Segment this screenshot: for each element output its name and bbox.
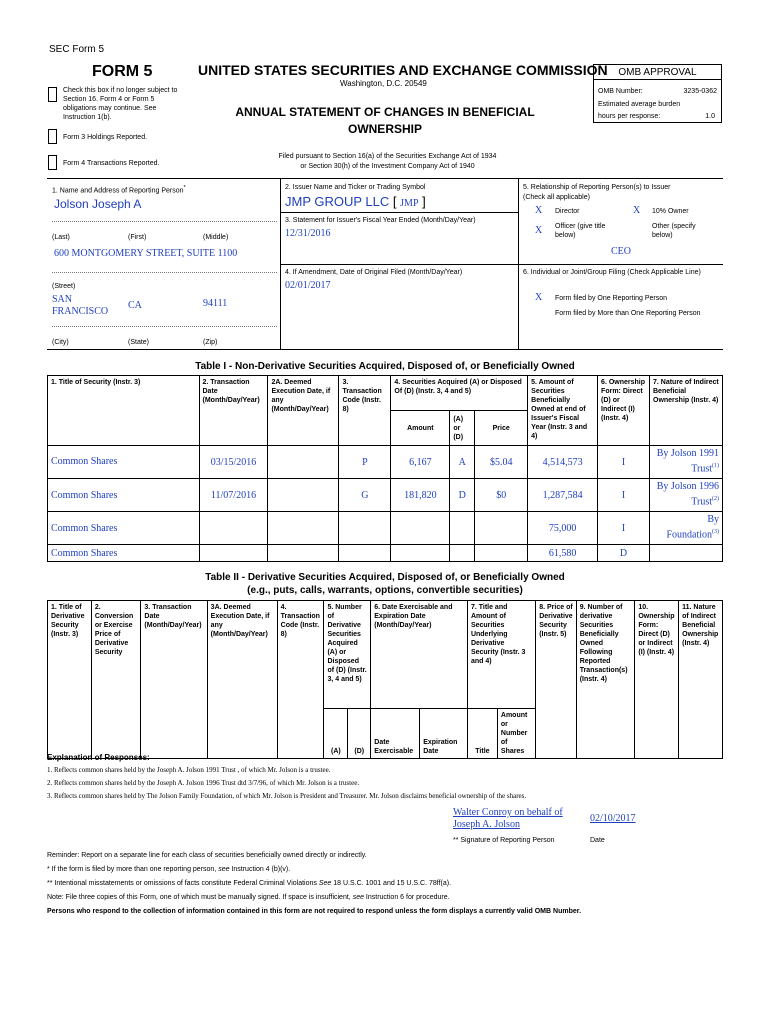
street-label: (Street) xyxy=(52,283,76,290)
t1-ad: A xyxy=(450,446,475,479)
t2-h-number: 5. Number of Derivative Securities Acquired (A) or Disposed of (D) (Instr. 3, 4 and 5) xyxy=(324,601,371,709)
omb-hours-label: hours per response: xyxy=(598,113,661,120)
director-check[interactable]: X xyxy=(535,205,543,216)
t1-price: $5.04 xyxy=(475,446,528,479)
t2-h-conversion: 2. Conversion or Exercise Price of Derivative Security xyxy=(91,601,141,759)
t2-h-date-ex: Date Exercisable xyxy=(371,709,420,759)
t2-h-date: 3. Transaction Date (Month/Day/Year) xyxy=(141,601,207,759)
filed-pursuant-2: or Section 30(h) of the Investment Company Act of 1940 xyxy=(300,163,475,170)
omb-number-label: OMB Number: xyxy=(598,88,643,95)
zip-label: (Zip) xyxy=(203,339,218,346)
omb-title: OMB APPROVAL xyxy=(594,65,721,80)
ten-pct-label: 10% Owner xyxy=(652,208,689,215)
footnote-2: ** Intentional misstatements or omissions of facts constitute Federal Criminal Violations See 18 U.S.C. 1001 and 15 U.S.C. 78ff(a). xyxy=(47,880,452,887)
omb-number-value: 3235-0362 xyxy=(683,88,717,95)
form3-holdings-label: Form 3 Holdings Reported. xyxy=(63,134,148,141)
t2-h-underlying: 7. Title and Amount of Securities Underlying Derivative Security (Instr. 3 and 4) xyxy=(467,601,535,709)
form4-transactions-checkbox[interactable] xyxy=(48,155,57,170)
city-value[interactable]: SAN FRANCISCO xyxy=(52,294,109,317)
form4-transactions-label: Form 4 Transactions Reported. xyxy=(63,160,160,167)
table-row xyxy=(48,512,723,545)
t1-h-owned: 5. Amount of Securities Beneficially Owned at end of Issuer's Fiscal Year (Instr. 3 and 4) xyxy=(528,376,598,446)
t2-h-form: 10. Ownership Form: Direct (D) or Indirect (I) (Instr. 4) xyxy=(635,601,679,759)
t1-owned: 4,514,573 xyxy=(528,446,598,479)
t1-h-amount: Amount xyxy=(391,411,450,446)
t2-h-price: 8. Price of Derivative Security (Instr. 5) xyxy=(536,601,576,759)
t2-h-deemed: 3A. Deemed Execution Date, if any (Month/Day/Year) xyxy=(207,601,277,759)
filing-label: 6. Individual or Joint/Group Filing (Check Applicable Line) xyxy=(523,269,701,276)
t1-owned: 1,287,584 xyxy=(528,479,598,512)
t2-h-t: Title xyxy=(467,709,497,759)
footnote-1: * If the form is filed by more than one reporting person, see Instruction 4 (b)(v). xyxy=(47,866,291,873)
t1-title: Common Shares xyxy=(48,512,200,545)
t1-h-deemed: 2A. Deemed Execution Date, if any (Month/Day/Year) xyxy=(268,376,339,446)
issuer-label: 2. Issuer Name and Ticker or Trading Symbol xyxy=(285,184,426,191)
t1-form: D xyxy=(598,545,650,562)
t1-h-acquired: 4. Securities Acquired (A) or Disposed Of (D) (Instr. 3, 4 and 5) xyxy=(391,376,528,411)
signature-name[interactable]: Walter Conroy on behalf of Joseph A. Jolson xyxy=(453,807,563,830)
statement-date[interactable]: 12/31/2016 xyxy=(285,228,331,239)
table1-title: Table I - Non-Derivative Securities Acquired, Disposed of, or Beneficially Owned xyxy=(195,361,575,372)
officer-check[interactable]: X xyxy=(535,225,543,236)
t1-h-form: 6. Ownership Form: Direct (D) or Indirect (I) (Instr. 4) xyxy=(598,376,650,446)
table-row xyxy=(48,479,723,512)
sec-form-label: SEC Form 5 xyxy=(49,44,105,55)
explanation-item: 1. Reflects common shares held by the Joseph A. Jolson 1991 Trust , of which Mr. Jolson is a trustee. xyxy=(47,766,331,774)
omb-burden-label: Estimated average burden xyxy=(598,101,681,108)
amendment-date[interactable]: 02/01/2017 xyxy=(285,280,331,291)
first-label: (First) xyxy=(128,234,147,241)
t1-owned: 75,000 xyxy=(528,512,598,545)
t2-h-exp: Expiration Date xyxy=(420,709,468,759)
t1-title: Common Shares xyxy=(48,479,200,512)
filed-pursuant-1: Filed pursuant to Section 16(a) of the Securities Exchange Act of 1934 xyxy=(278,153,497,160)
table2-subtitle: (e.g., puts, calls, warrants, options, convertible securities) xyxy=(247,585,523,596)
explanation-label: Explanation of Responses: xyxy=(47,753,150,762)
zip-value[interactable]: 94111 xyxy=(203,298,228,309)
t1-nature: By Foundation$^{(3)}$ xyxy=(650,512,723,545)
one-person-check[interactable]: X xyxy=(535,292,543,303)
table1 xyxy=(47,375,723,562)
t1-code: P xyxy=(339,446,391,479)
explanation-item: 2. Reflects common shares held by the Joseph A. Jolson 1996 Trust dtd 3/7/96, of which Mr. Jolson is a trustee. xyxy=(47,779,360,787)
t1-form: I xyxy=(598,512,650,545)
no-longer-subject-label: Check this box if no longer subject to Section 16. Form 4 or Form 5 obligations may continue. See Instruction 1(b). xyxy=(63,87,178,121)
t2-h-nature: 11. Nature of Indirect Beneficial Ownership (Instr. 4) xyxy=(679,601,723,759)
t1-price: $0 xyxy=(475,479,528,512)
t2-h-title: 1. Title of Derivative Security (Instr. 3) xyxy=(48,601,92,759)
table2-title: Table II - Derivative Securities Acquired, Disposed of, or Beneficially Owned xyxy=(205,572,565,583)
t1-code: G xyxy=(339,479,391,512)
t2-h-exercisable: 6. Date Exercisable and Expiration Date (Month/Day/Year) xyxy=(371,601,468,709)
t1-ad: D xyxy=(450,479,475,512)
t2-h-a: (A) xyxy=(324,709,348,759)
t1-h-nature: 7. Nature of Indirect Beneficial Ownership (Instr. 4) xyxy=(650,376,723,446)
table-row xyxy=(48,446,723,479)
signature-date-label: Date xyxy=(590,837,605,844)
relationship-label: 5. Relationship of Reporting Person(s) to Issuer xyxy=(523,184,671,191)
table-row xyxy=(48,545,723,562)
explanation-list xyxy=(47,766,526,805)
street-address[interactable]: 600 MONTGOMERY STREET, SUITE 1100 xyxy=(54,248,238,259)
t2-h-d: (D) xyxy=(348,709,371,759)
t1-form: I xyxy=(598,479,650,512)
t1-date: 11/07/2016 xyxy=(199,479,268,512)
form3-holdings-checkbox[interactable] xyxy=(48,129,57,144)
t1-h-code: 3. Transaction Code (Instr. 8) xyxy=(339,376,391,446)
other-label: Other (specify below) xyxy=(652,223,696,239)
form-title: FORM 5 xyxy=(92,63,153,80)
commission-city: Washington, D.C. 20549 xyxy=(340,79,427,88)
state-value[interactable]: CA xyxy=(128,300,142,311)
t1-owned: 61,580 xyxy=(528,545,598,562)
statement-date-label: 3. Statement for Issuer's Fiscal Year Ended (Month/Day/Year) xyxy=(285,217,476,224)
t1-date: 03/15/2016 xyxy=(199,446,268,479)
t1-title: Common Shares xyxy=(48,446,200,479)
t2-h-amount: Amount or Number of Shares xyxy=(497,709,535,759)
t1-nature: By Jolson 1991 Trust$^{(1)}$ xyxy=(650,446,723,479)
signature-label: ** Signature of Reporting Person xyxy=(453,837,555,844)
state-label: (State) xyxy=(128,339,150,346)
one-person-label: Form filed by One Reporting Person xyxy=(555,295,668,302)
t2-h-code: 4. Transaction Code (Instr. 8) xyxy=(277,601,324,759)
explanation-item: 3. Reflects common shares held by The Jolson Family Foundation, of which Mr. Jolson is President and Treasurer. Mr. Jolson disclaims beneficial ownership of the shares. xyxy=(47,792,527,800)
middle-label: (Middle) xyxy=(203,234,229,241)
ten-pct-check[interactable]: X xyxy=(633,205,641,216)
footnote-4: Persons who respond to the collection of information contained in this form are not required to respond unless the form displays a currently valid OMB Number. xyxy=(47,908,582,915)
omb-hours-value: 1.0 xyxy=(705,113,715,120)
t1-h-price: Price xyxy=(475,411,528,446)
commission-title: UNITED STATES SECURITIES AND EXCHANGE COMMISSION xyxy=(198,62,608,78)
t1-amount: 181,820 xyxy=(391,479,450,512)
relationship-sub: (Check all applicable) xyxy=(523,194,590,201)
officer-title[interactable]: CEO xyxy=(611,246,631,257)
statement-title: ANNUAL STATEMENT OF CHANGES IN BENEFICIAL OWNERSHIP xyxy=(235,105,535,136)
signature-date[interactable]: 02/10/2017 xyxy=(590,813,636,824)
t2-h-owned: 9. Number of derivative Securities Beneficially Owned Following Reported Transaction(s) (Instr. 4) xyxy=(576,601,635,759)
reporting-person-name[interactable]: Jolson Joseph A xyxy=(54,197,142,211)
more-persons-label: Form filed by More than One Reporting Person xyxy=(555,310,701,317)
footnote-3: Note: File three copies of this Form, one of which must be manually signed. If space is insufficient, see Instruction 6 for procedure. xyxy=(47,894,450,901)
amendment-label: 4. If Amendment, Date of Original Filed (Month/Day/Year) xyxy=(285,269,463,276)
t1-h-ad: (A) or (D) xyxy=(450,411,475,446)
t1-amount: 6,167 xyxy=(391,446,450,479)
reporting-person-label: 1. Name and Address of Reporting Person* xyxy=(52,185,186,195)
reminder-text: Reminder: Report on a separate line for each class of securities beneficially owned directly or indirectly. xyxy=(47,852,367,859)
t1-h-title: 1. Title of Security (Instr. 3) xyxy=(48,376,200,446)
issuer-name[interactable]: JMP GROUP LLC [ JMP ] xyxy=(285,194,426,209)
t1-nature: By Jolson 1996 Trust$^{(2)}$ xyxy=(650,479,723,512)
director-label: Director xyxy=(555,208,580,215)
omb-approval-box xyxy=(593,64,722,123)
last-label: (Last) xyxy=(52,234,70,241)
t1-title: Common Shares xyxy=(48,545,200,562)
officer-label: Officer (give title below) xyxy=(555,223,606,239)
table2 xyxy=(47,600,723,759)
t1-form: I xyxy=(598,446,650,479)
no-longer-subject-checkbox[interactable] xyxy=(48,87,57,102)
city-label: (City) xyxy=(52,339,69,346)
issuer-ticker[interactable]: JMP xyxy=(400,198,419,209)
t1-h-date: 2. Transaction Date (Month/Day/Year) xyxy=(199,376,268,446)
